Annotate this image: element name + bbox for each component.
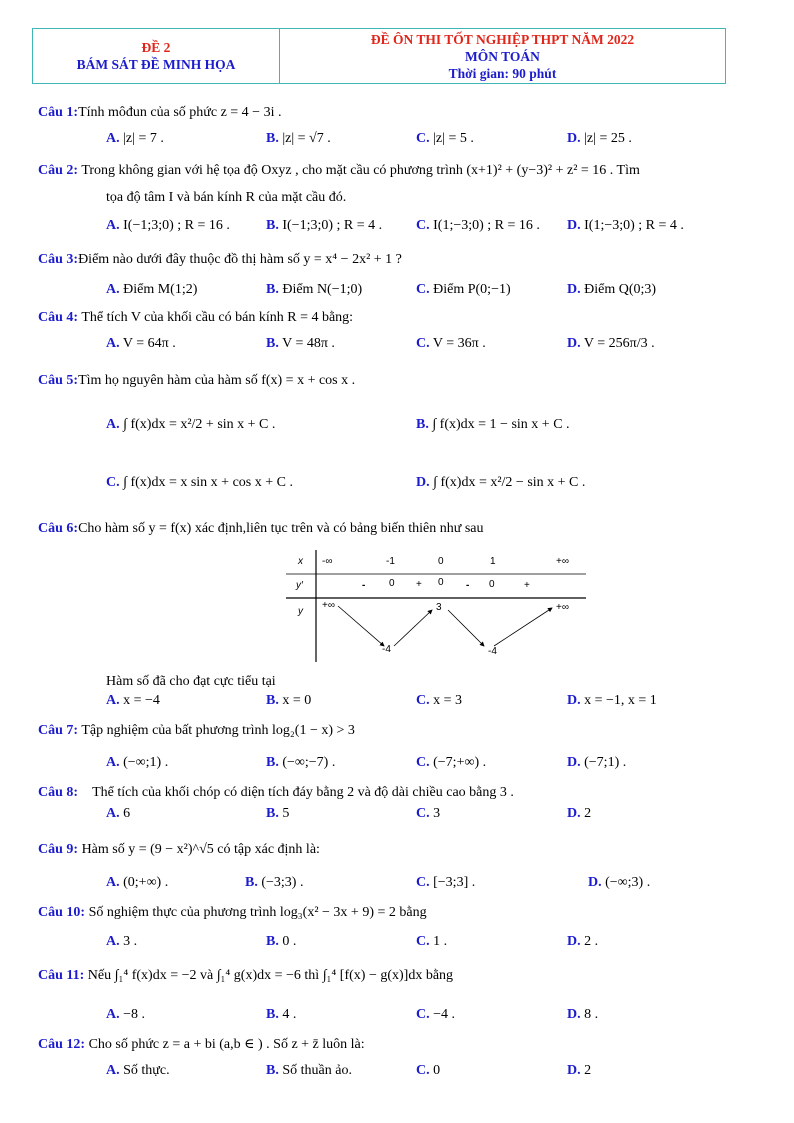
question-text: Tìm họ nguyên hàm của hàm số f(x) = x + cos x . <box>78 373 356 388</box>
option-letter: C. <box>416 934 430 949</box>
q10-option-b[interactable] <box>266 934 296 950</box>
option-text: I(−1;3;0) ; R = 4 . <box>282 218 383 233</box>
option-text: 1 . <box>433 934 448 949</box>
option-text: 2 <box>584 1063 592 1078</box>
question-9 <box>38 842 320 858</box>
option-letter: A. <box>106 875 120 890</box>
option-letter: D. <box>588 875 602 890</box>
option-text: (−7;+∞) . <box>433 755 487 770</box>
option-text: 2 <box>584 806 592 821</box>
question-12 <box>38 1036 365 1053</box>
option-letter: C. <box>416 806 430 821</box>
option-text: (−∞;1) . <box>123 755 169 770</box>
q8-option-b[interactable] <box>266 806 289 822</box>
q7-option-a[interactable] <box>106 755 168 771</box>
option-text: |z| = √7 . <box>282 131 331 146</box>
option-letter: D. <box>567 806 581 821</box>
q6-option-d[interactable] <box>567 693 657 709</box>
exam-title: ĐỀ ÔN THI TỐT NGHIỆP THPT NĂM 2022 <box>370 31 635 47</box>
exam-header <box>32 28 726 84</box>
q12-option-d[interactable] <box>567 1063 591 1079</box>
option-text: V = 36π . <box>432 336 486 351</box>
option-letter: B. <box>266 1007 279 1022</box>
option-letter: A. <box>106 282 120 297</box>
option-text: x = −1, x = 1 <box>584 693 657 708</box>
yp-sign: 0 <box>389 578 395 589</box>
option-text: [−3;3] . <box>433 875 476 890</box>
option-letter: C. <box>416 131 430 146</box>
question-label: Câu 3: <box>38 252 79 267</box>
option-letter: C. <box>416 282 430 297</box>
option-letter: A. <box>106 693 120 708</box>
option-letter: A. <box>106 336 120 351</box>
question-6-continued: Hàm số đã cho đạt cực tiểu tại <box>106 674 276 689</box>
question-label: Câu 10: <box>38 905 86 920</box>
question-11 <box>38 968 453 984</box>
x-value: -∞ <box>322 556 333 567</box>
question-label: Câu 5: <box>38 373 79 388</box>
option-letter: A. <box>106 1063 120 1078</box>
q4-option-c[interactable] <box>416 336 486 352</box>
question-label: Câu 9: <box>38 842 79 857</box>
q4-option-b[interactable] <box>266 336 335 352</box>
option-text: 3 . <box>123 934 138 949</box>
question-label: Câu 8: <box>38 785 79 800</box>
q8-option-a[interactable] <box>106 806 130 822</box>
question-text: Điểm nào dưới đây thuộc đồ thị hàm số y = x⁴ − 2x² + 1 ? <box>78 252 402 267</box>
question-text: Tính môđun của số phức z = 4 − 3i . <box>78 105 282 120</box>
option-text: (−7;1) . <box>584 755 627 770</box>
option-text: x = −4 <box>123 693 160 708</box>
option-text: −8 . <box>123 1007 146 1022</box>
option-text: Điểm M(1;2) <box>123 282 198 297</box>
q4-option-d[interactable] <box>567 336 655 352</box>
q5-option-b[interactable] <box>416 417 570 433</box>
question-7 <box>38 723 355 739</box>
option-letter: D. <box>567 282 581 297</box>
option-text: 8 . <box>584 1007 599 1022</box>
option-text: (0;+∞) . <box>123 875 169 890</box>
q12-option-a[interactable] <box>106 1063 170 1079</box>
question-label: Câu 11: <box>38 968 85 983</box>
q8-option-c[interactable] <box>416 806 440 822</box>
option-letter: B. <box>266 218 279 233</box>
q8-option-d[interactable] <box>567 806 591 822</box>
question-1 <box>38 105 281 121</box>
q11-option-c[interactable] <box>416 1007 455 1023</box>
option-text: I(1;−3;0) ; R = 16 . <box>433 218 540 233</box>
option-letter: B. <box>266 693 279 708</box>
option-text: 3 <box>433 806 441 821</box>
option-letter: B. <box>266 755 279 770</box>
q2-option-c[interactable] <box>416 218 540 234</box>
q7-option-b[interactable] <box>266 755 335 771</box>
option-letter: B. <box>266 1063 279 1078</box>
question-label: Câu 6: <box>38 521 79 536</box>
question-text: Thể tích V của khối cầu có bán kính R = 4 bằng: <box>81 310 354 325</box>
q7-option-c[interactable] <box>416 755 486 771</box>
yp-sign: + <box>416 579 422 590</box>
x-value: 0 <box>438 556 444 567</box>
option-letter: A. <box>106 806 120 821</box>
q6-option-c[interactable] <box>416 693 462 709</box>
duration: Thời gian: 90 phút <box>448 65 557 81</box>
question-label: Câu 7: <box>38 723 79 738</box>
option-letter: D. <box>567 934 581 949</box>
subject: MÔN TOÁN <box>465 48 540 64</box>
q1-option-b[interactable] <box>266 131 331 147</box>
exam-code: ĐỀ 2 <box>141 40 171 55</box>
yp-sign: + <box>524 580 530 591</box>
q5-option-c[interactable] <box>106 475 293 491</box>
yp-label: y′ <box>296 580 303 591</box>
option-letter: A. <box>106 218 120 233</box>
yp-sign: - <box>466 580 470 591</box>
q9-option-c[interactable] <box>416 875 475 891</box>
x-value: 1 <box>490 556 496 567</box>
option-text: (−3;3) . <box>261 875 304 890</box>
y-value: 3 <box>436 602 442 613</box>
option-letter: B. <box>266 336 279 351</box>
option-letter: B. <box>266 934 279 949</box>
question-text: Số nghiệm thực của phương trình log₃(x² − 3x + 9) = 2 bằng <box>88 905 427 920</box>
option-text: x = 3 <box>433 693 463 708</box>
option-text: Số thực. <box>123 1063 170 1078</box>
yp-sign: - <box>362 580 366 591</box>
option-letter: B. <box>266 282 279 297</box>
option-text: ∫ f(x)dx = 1 − sin x + C . <box>432 417 570 432</box>
y-value: +∞ <box>322 600 335 611</box>
option-letter: A. <box>106 934 120 949</box>
option-letter: B. <box>266 806 279 821</box>
q2-option-b[interactable] <box>266 218 382 234</box>
q2-option-d[interactable] <box>567 218 684 234</box>
option-letter: D. <box>567 1063 581 1078</box>
question-label: Câu 2: <box>38 163 79 178</box>
question-text: Cho hàm số y = f(x) xác định,liên tục trên và có bảng biến thiên như sau <box>78 521 484 536</box>
x-label: x <box>298 556 303 567</box>
option-letter: D. <box>567 218 581 233</box>
option-text: I(1;−3;0) ; R = 4 . <box>584 218 684 233</box>
q12-option-c[interactable] <box>416 1063 440 1079</box>
q11-option-d[interactable] <box>567 1007 598 1023</box>
question-4 <box>38 310 353 326</box>
question-3 <box>38 252 402 268</box>
question-text: Cho số phức z = a + bi (a,b ∈ ) . Số z + z̄ luôn là: <box>88 1037 365 1052</box>
question-text: Tập nghiệm của bất phương trình log₂(1 − x) > 3 <box>81 723 355 738</box>
option-text: Điểm P(0;−1) <box>433 282 511 297</box>
header-right <box>280 29 725 83</box>
x-value: +∞ <box>556 556 569 567</box>
option-letter: C. <box>416 693 430 708</box>
option-letter: A. <box>106 131 120 146</box>
q10-option-d[interactable] <box>567 934 598 950</box>
option-text: 6 <box>123 806 131 821</box>
question-6 <box>38 521 484 537</box>
question-8 <box>38 785 514 801</box>
option-letter: B. <box>245 875 258 890</box>
q5-option-d[interactable] <box>416 475 585 491</box>
y-value: -4 <box>382 644 391 655</box>
option-text: V = 256π/3 . <box>583 336 655 351</box>
option-letter: A. <box>106 755 120 770</box>
question-label: Câu 1: <box>38 105 79 120</box>
yp-sign: 0 <box>489 579 495 590</box>
q10-option-c[interactable] <box>416 934 447 950</box>
q1-option-a[interactable] <box>106 131 164 147</box>
option-letter: C. <box>416 755 430 770</box>
q1-option-c[interactable] <box>416 131 474 147</box>
option-letter: D. <box>567 336 581 351</box>
option-letter: C. <box>416 1007 430 1022</box>
q3-option-c[interactable] <box>416 282 511 298</box>
option-text: I(−1;3;0) ; R = 16 . <box>123 218 230 233</box>
header-left <box>33 29 280 83</box>
option-text: 0 <box>433 1063 441 1078</box>
y-label: y <box>298 606 303 617</box>
q3-option-a[interactable] <box>106 282 197 298</box>
option-letter: B. <box>266 131 279 146</box>
question-text: Hàm số y = (9 − x²)^√5 có tập xác định là: <box>81 842 320 857</box>
exam-subtitle: BÁM SÁT ĐỀ MINH HỌA <box>76 57 236 72</box>
q11-option-b[interactable] <box>266 1007 296 1023</box>
option-letter: C. <box>416 218 430 233</box>
option-text: Số thuần ảo. <box>282 1063 352 1078</box>
option-letter: D. <box>567 1007 581 1022</box>
option-text: −4 . <box>433 1007 456 1022</box>
y-value: -4 <box>488 646 497 657</box>
option-text: |z| = 25 . <box>584 131 632 146</box>
option-text: 5 <box>282 806 290 821</box>
q6-option-a[interactable] <box>106 693 160 709</box>
option-letter: A. <box>106 1007 120 1022</box>
q9-option-d[interactable] <box>588 875 650 891</box>
option-letter: A. <box>106 417 120 432</box>
option-text: V = 64π . <box>122 336 176 351</box>
option-text: (−∞;−7) . <box>282 755 336 770</box>
option-letter: C. <box>416 336 430 351</box>
question-2 <box>38 163 640 179</box>
q12-option-b[interactable] <box>266 1063 352 1079</box>
q7-option-d[interactable] <box>567 755 626 771</box>
q5-option-a[interactable] <box>106 417 275 433</box>
question-label: Câu 12: <box>38 1037 86 1052</box>
option-text: 4 . <box>282 1007 297 1022</box>
q3-option-b[interactable] <box>266 282 362 298</box>
option-text: |z| = 7 . <box>123 131 164 146</box>
option-text: (−∞;3) . <box>605 875 651 890</box>
question-label: Câu 4: <box>38 310 79 325</box>
option-text: ∫ f(x)dx = x sin x + cos x + C . <box>123 475 293 490</box>
q2-option-a[interactable] <box>106 218 230 234</box>
q6-option-b[interactable] <box>266 693 311 709</box>
q4-option-a[interactable] <box>106 336 176 352</box>
variation-table <box>286 550 586 662</box>
option-text: x = 0 <box>282 693 312 708</box>
option-letter: D. <box>567 131 581 146</box>
option-text: Điểm N(−1;0) <box>282 282 363 297</box>
q1-option-d[interactable] <box>567 131 632 147</box>
option-letter: C. <box>416 875 430 890</box>
question-10 <box>38 905 427 921</box>
option-text: ∫ f(x)dx = x²/2 + sin x + C . <box>123 417 276 432</box>
question-text: Nếu ∫₁⁴ f(x)dx = −2 và ∫₁⁴ g(x)dx = −6 thì ∫₁⁴ [f(x) − g(x)]dx bằng <box>87 968 454 983</box>
option-text: |z| = 5 . <box>433 131 474 146</box>
option-text: Điểm Q(0;3) <box>584 282 657 297</box>
option-letter: D. <box>567 755 581 770</box>
option-letter: D. <box>567 693 581 708</box>
option-letter: C. <box>106 475 120 490</box>
x-value: -1 <box>386 556 395 567</box>
option-letter: C. <box>416 1063 430 1078</box>
question-2-continued: tọa độ tâm I và bán kính R của mặt cầu đó. <box>106 190 347 205</box>
q11-option-a[interactable] <box>106 1007 145 1023</box>
option-text: V = 48π . <box>282 336 335 351</box>
question-5 <box>38 373 355 389</box>
yp-sign: 0 <box>438 577 444 588</box>
option-text: 2 . <box>584 934 599 949</box>
option-text: ∫ f(x)dx = x²/2 − sin x + C . <box>433 475 586 490</box>
option-letter: B. <box>416 417 429 432</box>
q9-option-a[interactable] <box>106 875 168 891</box>
q10-option-a[interactable] <box>106 934 137 950</box>
y-value: +∞ <box>556 602 569 613</box>
q3-option-d[interactable] <box>567 282 656 298</box>
q9-option-b[interactable] <box>245 875 303 891</box>
option-text: 0 . <box>282 934 297 949</box>
question-text: Thể tích của khối chóp có diện tích đáy bằng 2 và độ dài chiều cao bằng 3 . <box>92 785 514 800</box>
option-letter: D. <box>416 475 430 490</box>
question-text: Trong không gian với hệ tọa độ Oxyz , cho mặt cầu có phương trình (x+1)² + (y−3)² + z² = 16 . Tìm <box>81 163 640 178</box>
